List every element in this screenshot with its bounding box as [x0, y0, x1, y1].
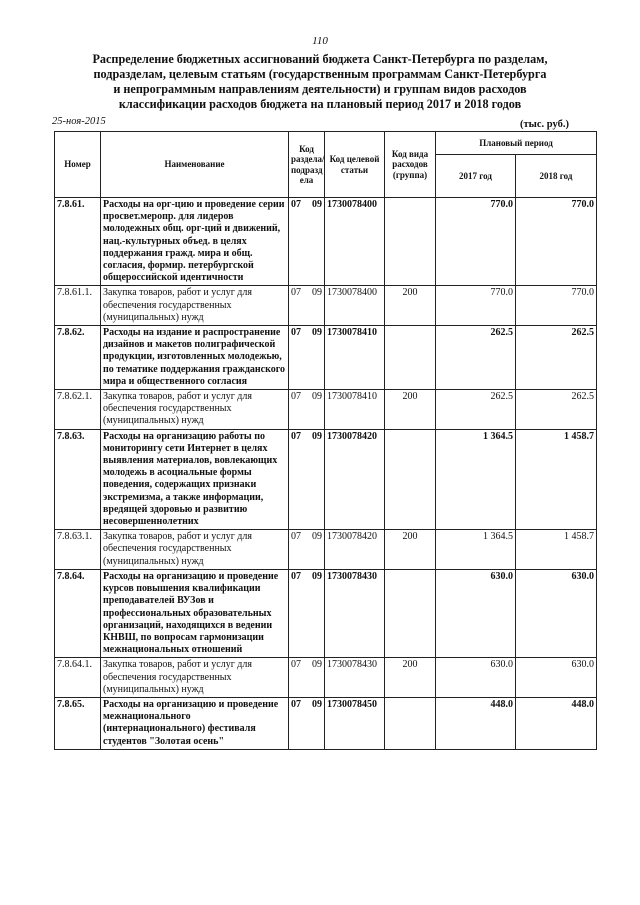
row-name: Расходы на организацию работы по мониторингу сети Интернет в целях выявления материалов, вовлекающих молодежь в асоциальные формы поведения, содержащих признаки экстремизма, а также информации, вредящей здоровью и развитию несовершеннолетних	[101, 429, 289, 530]
row-section-code	[289, 390, 325, 430]
row-section: 07	[291, 659, 301, 671]
row-subsection: 09	[312, 199, 322, 210]
row-2017: 770.0	[436, 286, 516, 326]
table-row	[55, 697, 597, 749]
title-line-4: классификации расходов бюджета на плановый период 2017 и 2018 годов	[118, 97, 522, 111]
row-section: 07	[291, 391, 301, 403]
row-article: 1730078420	[325, 530, 385, 570]
row-section-code	[289, 326, 325, 390]
row-article: 1730078430	[325, 658, 385, 698]
row-2017: 1 364.5	[436, 429, 516, 530]
header-planned-period: Плановый период	[436, 132, 597, 155]
row-2018: 1 458.7	[516, 429, 597, 530]
row-type	[385, 326, 436, 390]
row-subsection: 09	[312, 698, 322, 710]
row-subsection: 09	[312, 287, 322, 299]
row-2018: 770.0	[516, 286, 597, 326]
row-section-code	[289, 530, 325, 570]
row-number: 7.8.62.1.	[55, 390, 101, 430]
row-article: 1730078410	[325, 390, 385, 430]
row-section: 07	[291, 327, 301, 339]
row-section: 07	[291, 199, 301, 210]
row-type: 200	[385, 530, 436, 570]
title-line-1: Распределение бюджетных ассигнований бюджета Санкт-Петербурга по разделам,	[92, 52, 548, 66]
row-article: 1730078400	[325, 286, 385, 326]
row-2017: 630.0	[436, 658, 516, 698]
row-2018: 262.5	[516, 390, 597, 430]
row-subsection: 09	[312, 531, 322, 543]
row-number: 7.8.65.	[55, 697, 101, 749]
row-name: Закупка товаров, работ и услуг для обеспечения государственных (муниципальных) нужд	[101, 390, 289, 430]
row-number: 7.8.61.	[55, 198, 101, 286]
header-section: Код раздела/ подразд ела	[289, 132, 325, 198]
row-name: Закупка товаров, работ и услуг для обеспечения государственных (муниципальных) нужд	[101, 286, 289, 326]
row-section-code	[289, 697, 325, 749]
row-2018: 448.0	[516, 697, 597, 749]
row-subsection: 09	[312, 391, 322, 403]
header-2017: 2017 год	[436, 155, 516, 198]
row-type	[385, 429, 436, 530]
header-article: Код целевой статьи	[325, 132, 385, 198]
row-number: 7.8.63.1.	[55, 530, 101, 570]
row-section: 07	[291, 698, 301, 710]
page-number: 110	[312, 35, 328, 47]
row-section-code	[289, 286, 325, 326]
row-name: Расходы на орг-цию и проведение серии просвет.меропр. для лидеров молодежных общ. орг-ций и движений, нац.-культурных объед. в целях поддержания гражд. мира и общ. согласия, формир. петербургской общероссийской идентичности	[101, 198, 289, 286]
header-number: Номер	[55, 132, 101, 198]
row-2018: 630.0	[516, 658, 597, 698]
row-type	[385, 569, 436, 657]
row-2017: 1 364.5	[436, 530, 516, 570]
row-name: Расходы на организацию и проведение межнационального (интернационального) фестиваля студентов "Золотая осень"	[101, 697, 289, 749]
table-row	[55, 569, 597, 657]
row-article: 1730078450	[325, 697, 385, 749]
row-article: 1730078400	[325, 198, 385, 286]
row-type	[385, 198, 436, 286]
row-subsection: 09	[312, 327, 322, 339]
row-2017: 770.0	[436, 198, 516, 286]
row-type: 200	[385, 390, 436, 430]
table-body	[55, 198, 597, 750]
table-row	[55, 286, 597, 326]
row-section: 07	[291, 531, 301, 543]
row-subsection: 09	[312, 430, 322, 442]
document-date: 25-ноя-2015	[52, 116, 106, 127]
table-row	[55, 429, 597, 530]
row-subsection: 09	[312, 570, 322, 582]
table-row	[55, 530, 597, 570]
table-row	[55, 326, 597, 390]
table-row	[55, 198, 597, 286]
row-2017: 630.0	[436, 569, 516, 657]
units-label: (тыс. руб.)	[520, 119, 569, 130]
row-number: 7.8.62.	[55, 326, 101, 390]
row-article: 1730078430	[325, 569, 385, 657]
row-name: Закупка товаров, работ и услуг для обеспечения государственных (муниципальных) нужд	[101, 658, 289, 698]
row-2017: 262.5	[436, 326, 516, 390]
row-name: Расходы на организацию и проведение курсов повышения квалификации преподавателей ВУЗов и профессиональных образовательных организаций, находящихся в ведении КНВШ, по вопросам гармонизации межнациональных отношений	[101, 569, 289, 657]
row-section: 07	[291, 430, 301, 442]
row-number: 7.8.64.1.	[55, 658, 101, 698]
row-name: Расходы на издание и распространение дизайнов и макетов полиграфической продукции, изготовленных молодежью, по тематике поддержания гражданского мира и общественного согласия	[101, 326, 289, 390]
row-number: 7.8.61.1.	[55, 286, 101, 326]
row-2018: 262.5	[516, 326, 597, 390]
row-2018: 770.0	[516, 198, 597, 286]
table-row	[55, 390, 597, 430]
row-number: 7.8.63.	[55, 429, 101, 530]
row-2018: 1 458.7	[516, 530, 597, 570]
row-section-code	[289, 429, 325, 530]
header-name: Наименование	[101, 132, 289, 198]
row-section: 07	[291, 287, 301, 299]
row-section-code	[289, 658, 325, 698]
row-type: 200	[385, 286, 436, 326]
row-article: 1730078420	[325, 429, 385, 530]
row-type	[385, 697, 436, 749]
title-line-3: и непрограммным направлениям деятельности) и группам видов расходов	[113, 82, 527, 96]
row-section-code	[289, 198, 325, 286]
row-section-code	[289, 569, 325, 657]
row-section: 07	[291, 570, 301, 582]
header-type: Код вида расходов (группа)	[385, 132, 436, 198]
row-article: 1730078410	[325, 326, 385, 390]
row-2017: 262.5	[436, 390, 516, 430]
row-2018: 630.0	[516, 569, 597, 657]
row-number: 7.8.64.	[55, 569, 101, 657]
row-name: Закупка товаров, работ и услуг для обеспечения государственных (муниципальных) нужд	[101, 530, 289, 570]
row-2017: 448.0	[436, 697, 516, 749]
budget-table	[54, 131, 597, 750]
row-subsection: 09	[312, 659, 322, 671]
row-type: 200	[385, 658, 436, 698]
table-row	[55, 658, 597, 698]
document-title	[40, 52, 600, 112]
title-line-2: подразделам, целевым статьям (государственным программам Санкт-Петербурга	[93, 67, 547, 81]
header-2018: 2018 год	[516, 155, 597, 198]
